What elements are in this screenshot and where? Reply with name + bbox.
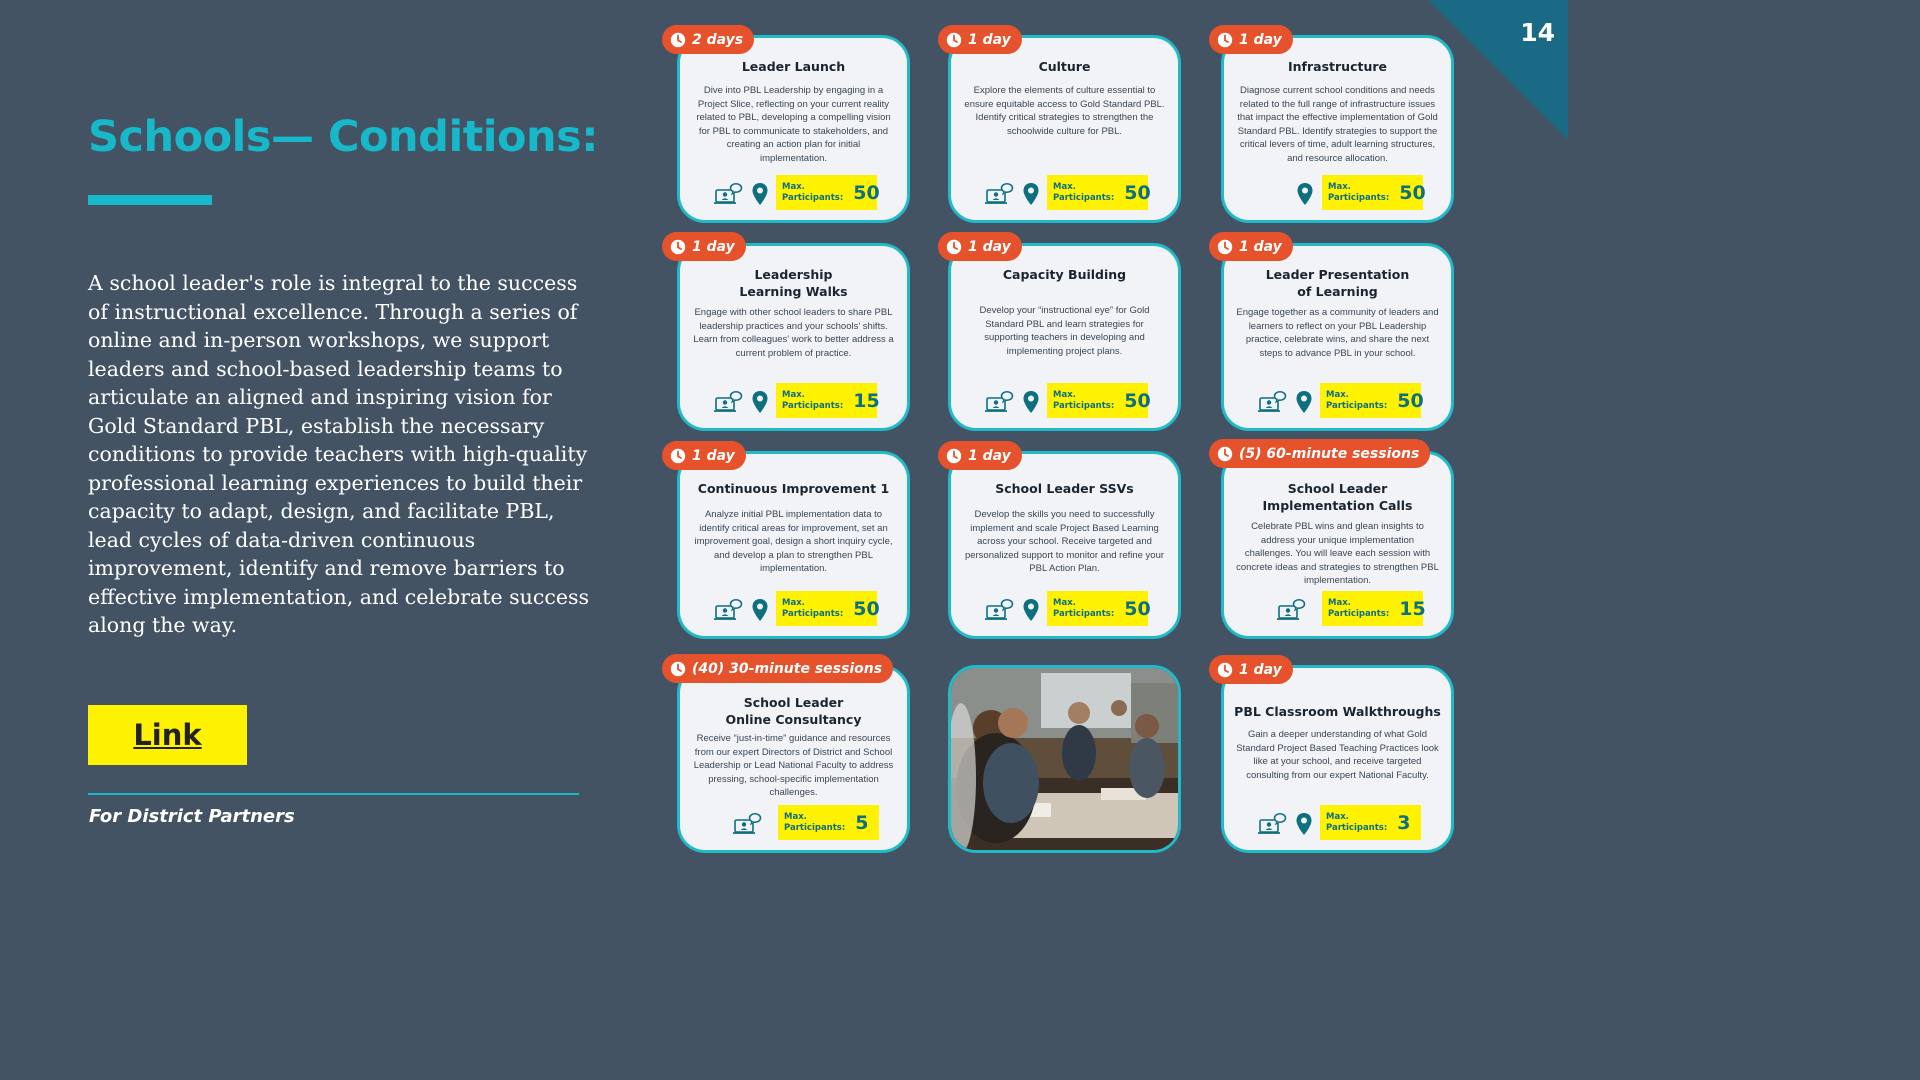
location-icon xyxy=(1296,182,1314,206)
card-description: Celebrate PBL wins and glean insights to address your unique implementation challenges. You will leave each session with concrete ideas and strategies to strengthen PBL implementation. xyxy=(1236,521,1439,586)
online-icon xyxy=(713,390,743,414)
title-underline xyxy=(88,195,212,205)
page-number: 14 xyxy=(1520,18,1555,47)
card-footer xyxy=(680,382,907,418)
workshop-card xyxy=(948,35,1181,223)
location-icon xyxy=(751,182,769,206)
location-icon xyxy=(1022,598,1040,622)
card-title: Capacity Building xyxy=(1002,267,1127,282)
card-footer xyxy=(1224,382,1451,418)
online-icon xyxy=(984,182,1014,206)
workshop-card xyxy=(677,451,910,639)
duration-label: 1 day xyxy=(1239,238,1282,255)
online-icon xyxy=(713,598,743,622)
max-participants-label: Max. Participants: xyxy=(1053,389,1115,411)
duration-label: 1 day xyxy=(968,31,1011,48)
card-title: School Leader Online Consultancy xyxy=(725,695,862,727)
max-participants-box xyxy=(776,591,880,626)
duration-badge xyxy=(662,232,746,261)
location-icon xyxy=(1295,812,1313,836)
duration-label: 1 day xyxy=(968,447,1011,464)
workshop-card xyxy=(948,451,1181,639)
max-participants-box xyxy=(1322,591,1426,626)
clock-icon xyxy=(670,661,686,677)
max-participants-label: Max. Participants: xyxy=(1053,597,1115,619)
location-icon xyxy=(751,598,769,622)
max-participants-value: 50 xyxy=(1399,181,1426,204)
workshop-card xyxy=(1221,451,1454,639)
card-description: Receive “just-in-time” guidance and resources from our expert Directors of District and School Leadership or Lead National Faculty to address pressing, school-specific implementation challenges. xyxy=(693,733,894,798)
max-participants-box xyxy=(1047,591,1151,626)
max-participants-value: 50 xyxy=(1124,597,1151,620)
max-participants-value: 3 xyxy=(1397,811,1411,834)
clock-icon xyxy=(1217,32,1233,48)
duration-label: (5) 60-minute sessions xyxy=(1239,445,1420,462)
max-participants-label: Max. Participants: xyxy=(782,389,844,411)
duration-label: 1 day xyxy=(692,447,735,464)
card-description: Develop the skills you need to successfully implement and scale Project Based Learning across your school. Receive targeted and personalized support to monitor and refine your PBL Action Plan. xyxy=(964,509,1165,574)
max-participants-label: Max. Participants: xyxy=(782,181,844,203)
card-footer xyxy=(680,174,907,210)
card-description: Analyze initial PBL implementation data to identify critical areas for improvement, set an improvement goal, design a short inquiry cycle, and develop a plan to strengthen PBL implementation. xyxy=(694,509,893,574)
duration-badge xyxy=(938,441,1022,470)
page-title: Schools— Conditions: xyxy=(88,112,598,162)
clock-icon xyxy=(1217,239,1233,255)
card-title: PBL Classroom Walkthroughs xyxy=(1234,704,1441,719)
workshop-card xyxy=(677,665,910,853)
max-participants-box xyxy=(1320,383,1424,418)
max-participants-value: 50 xyxy=(853,597,880,620)
card-description: Develop your “instructional eye” for Gold Standard PBL and learn strategies for supporting teachers in developing and implementing project plans. xyxy=(979,305,1150,357)
max-participants-box xyxy=(1047,383,1151,418)
max-participants-label: Max. Participants: xyxy=(782,597,844,619)
max-participants-box xyxy=(776,383,880,418)
footer-note: For District Partners xyxy=(89,806,295,827)
workshop-photo xyxy=(948,665,1181,853)
online-icon xyxy=(984,598,1014,622)
classroom-photo-illustration xyxy=(951,668,1181,853)
clock-icon xyxy=(1217,662,1233,678)
card-description: Gain a deeper understanding of what Gold Standard Project Based Teaching Practices look like at your school, and receive targeted consulting from our expert National Faculty. xyxy=(1236,729,1439,781)
clock-icon xyxy=(670,239,686,255)
location-icon xyxy=(751,390,769,414)
duration-badge xyxy=(662,441,746,470)
card-title: Culture xyxy=(1038,59,1091,74)
duration-label: 1 day xyxy=(968,238,1011,255)
card-description: Diagnose current school conditions and needs related to the full range of infrastructure issues that impact the effective implementation of Gold Standard PBL. Identify strategies to support the critical levers of time, adult learning structures, and resource allocation. xyxy=(1237,85,1438,164)
clock-icon xyxy=(946,239,962,255)
card-title: School Leader SSVs xyxy=(995,481,1134,496)
duration-badge xyxy=(1209,232,1293,261)
max-participants-label: Max. Participants: xyxy=(1328,181,1390,203)
max-participants-value: 5 xyxy=(855,811,869,834)
location-icon xyxy=(1022,390,1040,414)
card-description: Explore the elements of culture essential to ensure equitable access to Gold Standard PBL. Identify critical strategies to strengthen the schoolwide culture for PBL. xyxy=(964,85,1165,137)
card-footer xyxy=(951,382,1178,418)
max-participants-label: Max. Participants: xyxy=(1328,597,1390,619)
card-title: Continuous Improvement 1 xyxy=(697,481,890,496)
card-title: Leader Launch xyxy=(741,59,846,74)
card-description: Engage with other school leaders to share PBL leadership practices and your schools' shifts. Learn from colleagues' work to better address a current problem of practice. xyxy=(693,307,894,359)
clock-icon xyxy=(946,448,962,464)
card-description: Engage together as a community of leaders and learners to reflect on your PBL Leadership practice, celebrate wins, and share the next steps to advance PBL in your school. xyxy=(1236,307,1439,359)
clock-icon xyxy=(1217,446,1233,462)
link-button[interactable]: Link xyxy=(88,705,247,765)
clock-icon xyxy=(670,448,686,464)
duration-badge xyxy=(938,25,1022,54)
duration-badge xyxy=(1209,439,1430,468)
duration-badge xyxy=(1209,655,1293,684)
workshop-card xyxy=(1221,243,1454,431)
clock-icon xyxy=(946,32,962,48)
max-participants-value: 50 xyxy=(853,181,880,204)
duration-badge xyxy=(938,232,1022,261)
card-title: Leader Presentation of Learning xyxy=(1265,267,1410,299)
online-icon xyxy=(1257,812,1287,836)
card-footer xyxy=(1224,590,1451,626)
duration-label: 1 day xyxy=(692,238,735,255)
duration-label: 1 day xyxy=(1239,661,1282,678)
workshop-card xyxy=(677,243,910,431)
max-participants-box xyxy=(1322,175,1426,210)
duration-label: 2 days xyxy=(692,31,744,48)
card-description: Dive into PBL Leadership by engaging in a Project Slice, reflecting on your current reality related to PBL, developing a compelling vision for PBL to communicate to stakeholders, and creating an action plan for initial implementation. xyxy=(696,85,891,164)
workshop-card xyxy=(677,35,910,223)
max-participants-box xyxy=(1320,805,1421,840)
card-title: School Leader Implementation Calls xyxy=(1262,481,1413,513)
duration-badge xyxy=(1209,25,1293,54)
max-participants-value: 15 xyxy=(1399,597,1426,620)
workshop-card xyxy=(1221,35,1454,223)
clock-icon xyxy=(670,32,686,48)
location-icon xyxy=(1022,182,1040,206)
footer-divider xyxy=(88,793,579,795)
online-icon xyxy=(1276,598,1306,622)
max-participants-box xyxy=(1047,175,1151,210)
max-participants-label: Max. Participants: xyxy=(1053,181,1115,203)
card-footer xyxy=(680,804,907,840)
card-footer xyxy=(680,590,907,626)
online-icon xyxy=(984,390,1014,414)
card-footer xyxy=(1224,174,1451,210)
duration-label: 1 day xyxy=(1239,31,1282,48)
online-icon xyxy=(1257,390,1287,414)
intro-paragraph: A school leader's role is integral to the success of instructional excellence. Through a series of online and in-person workshops, we support leaders and school-based leadership teams to articulate an aligned and inspiring vision for Gold Standard PBL, establish the necessary conditions to provide teachers with high-quality professional learning experiences to build their capacity to adapt, design, and facilitate PBL, lead cycles of data-driven continuous improvement, identify and remove barriers to effective implementation, and celebrate success along the way. xyxy=(88,271,589,637)
max-participants-label: Max. Participants: xyxy=(1326,389,1388,411)
max-participants-box xyxy=(778,805,879,840)
max-participants-value: 50 xyxy=(1397,389,1424,412)
workshop-card xyxy=(1221,665,1454,853)
card-footer xyxy=(1224,804,1451,840)
card-footer xyxy=(951,590,1178,626)
duration-label: (40) 30-minute sessions xyxy=(692,660,883,677)
max-participants-label: Max. Participants: xyxy=(784,811,846,833)
card-title: Infrastructure xyxy=(1288,59,1387,74)
card-title: Leadership Learning Walks xyxy=(739,267,848,299)
online-icon xyxy=(713,182,743,206)
max-participants-value: 50 xyxy=(1124,181,1151,204)
workshop-card xyxy=(948,243,1181,431)
max-participants-box xyxy=(776,175,880,210)
max-participants-label: Max. Participants: xyxy=(1326,811,1388,833)
location-icon xyxy=(1295,390,1313,414)
duration-badge xyxy=(662,25,754,54)
duration-badge xyxy=(662,654,893,683)
max-participants-value: 15 xyxy=(853,389,880,412)
online-icon xyxy=(732,812,762,836)
max-participants-value: 50 xyxy=(1124,389,1151,412)
card-footer xyxy=(951,174,1178,210)
